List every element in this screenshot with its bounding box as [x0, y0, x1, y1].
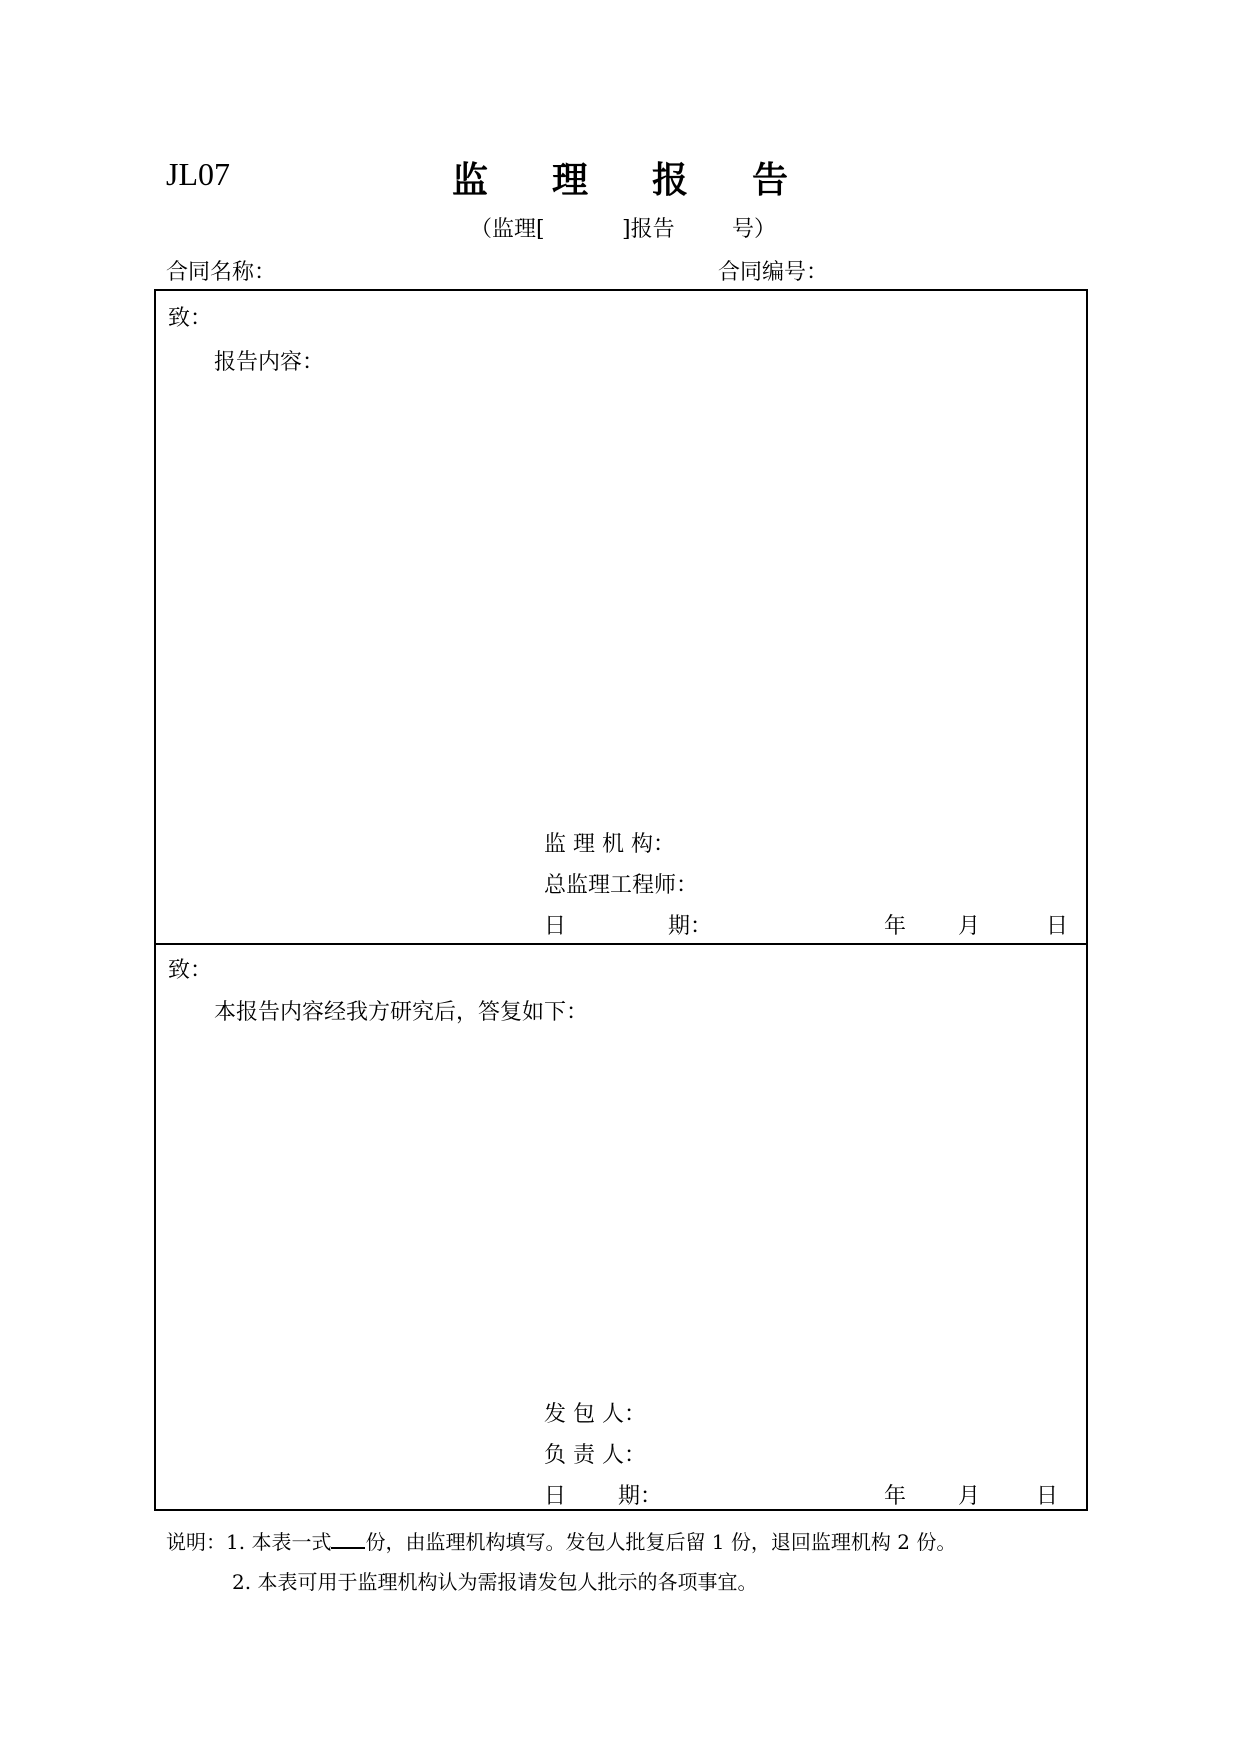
section2-date-char: 日 — [544, 1484, 567, 1509]
section1-year-label: 年 — [884, 914, 907, 939]
section1-date-char: 日 — [544, 914, 567, 939]
note-line-1-end: 份，由监理机构填写。发包人批复后留 1 份，退回监理机构 2 份。 — [365, 1530, 957, 1554]
contract-name-label: 合同名称： — [166, 260, 277, 285]
section1-day-label: 日 — [1046, 914, 1069, 939]
section1-date-label: 期： — [668, 914, 713, 939]
note-line-2: 2. 本表可用于监理机构认为需报请发包人批示的各项事宜。 — [232, 1570, 758, 1594]
section1-to-label: 致： — [168, 306, 213, 331]
section-divider — [156, 943, 1086, 945]
report-content-label: 报告内容： — [214, 350, 325, 375]
section2-day-label: 日 — [1036, 1484, 1059, 1509]
section2-to-label: 致： — [168, 958, 213, 983]
section2-year-label: 年 — [884, 1484, 907, 1509]
copies-blank — [331, 1529, 365, 1549]
title-char-1: 监 — [452, 160, 489, 201]
report-number-open: （监理[ — [470, 217, 545, 242]
supervision-org-label: 监 理 机 构： — [544, 832, 675, 857]
note-line-1-start: 说明：1. 本表一式 — [166, 1530, 332, 1554]
note-line-1 — [166, 1526, 956, 1555]
report-number-end: 号） — [732, 217, 777, 242]
report-number-mid: ]报告 — [622, 217, 675, 242]
section1-month-label: 月 — [958, 914, 981, 939]
employer-label: 发 包 人： — [544, 1402, 646, 1427]
section2-date-label: 期： — [618, 1484, 663, 1509]
contract-number-label: 合同编号： — [718, 260, 829, 285]
report-form-box — [154, 289, 1088, 1511]
responsible-person-label: 负 责 人： — [544, 1443, 646, 1468]
title-char-2: 理 — [552, 160, 589, 201]
section2-month-label: 月 — [958, 1484, 981, 1509]
form-code: JL07 — [166, 156, 230, 192]
title-char-3: 报 — [652, 160, 689, 201]
title-char-4: 告 — [752, 160, 789, 201]
reply-content-label: 本报告内容经我方研究后，答复如下： — [214, 1000, 589, 1025]
chief-engineer-label: 总监理工程师： — [544, 873, 699, 898]
